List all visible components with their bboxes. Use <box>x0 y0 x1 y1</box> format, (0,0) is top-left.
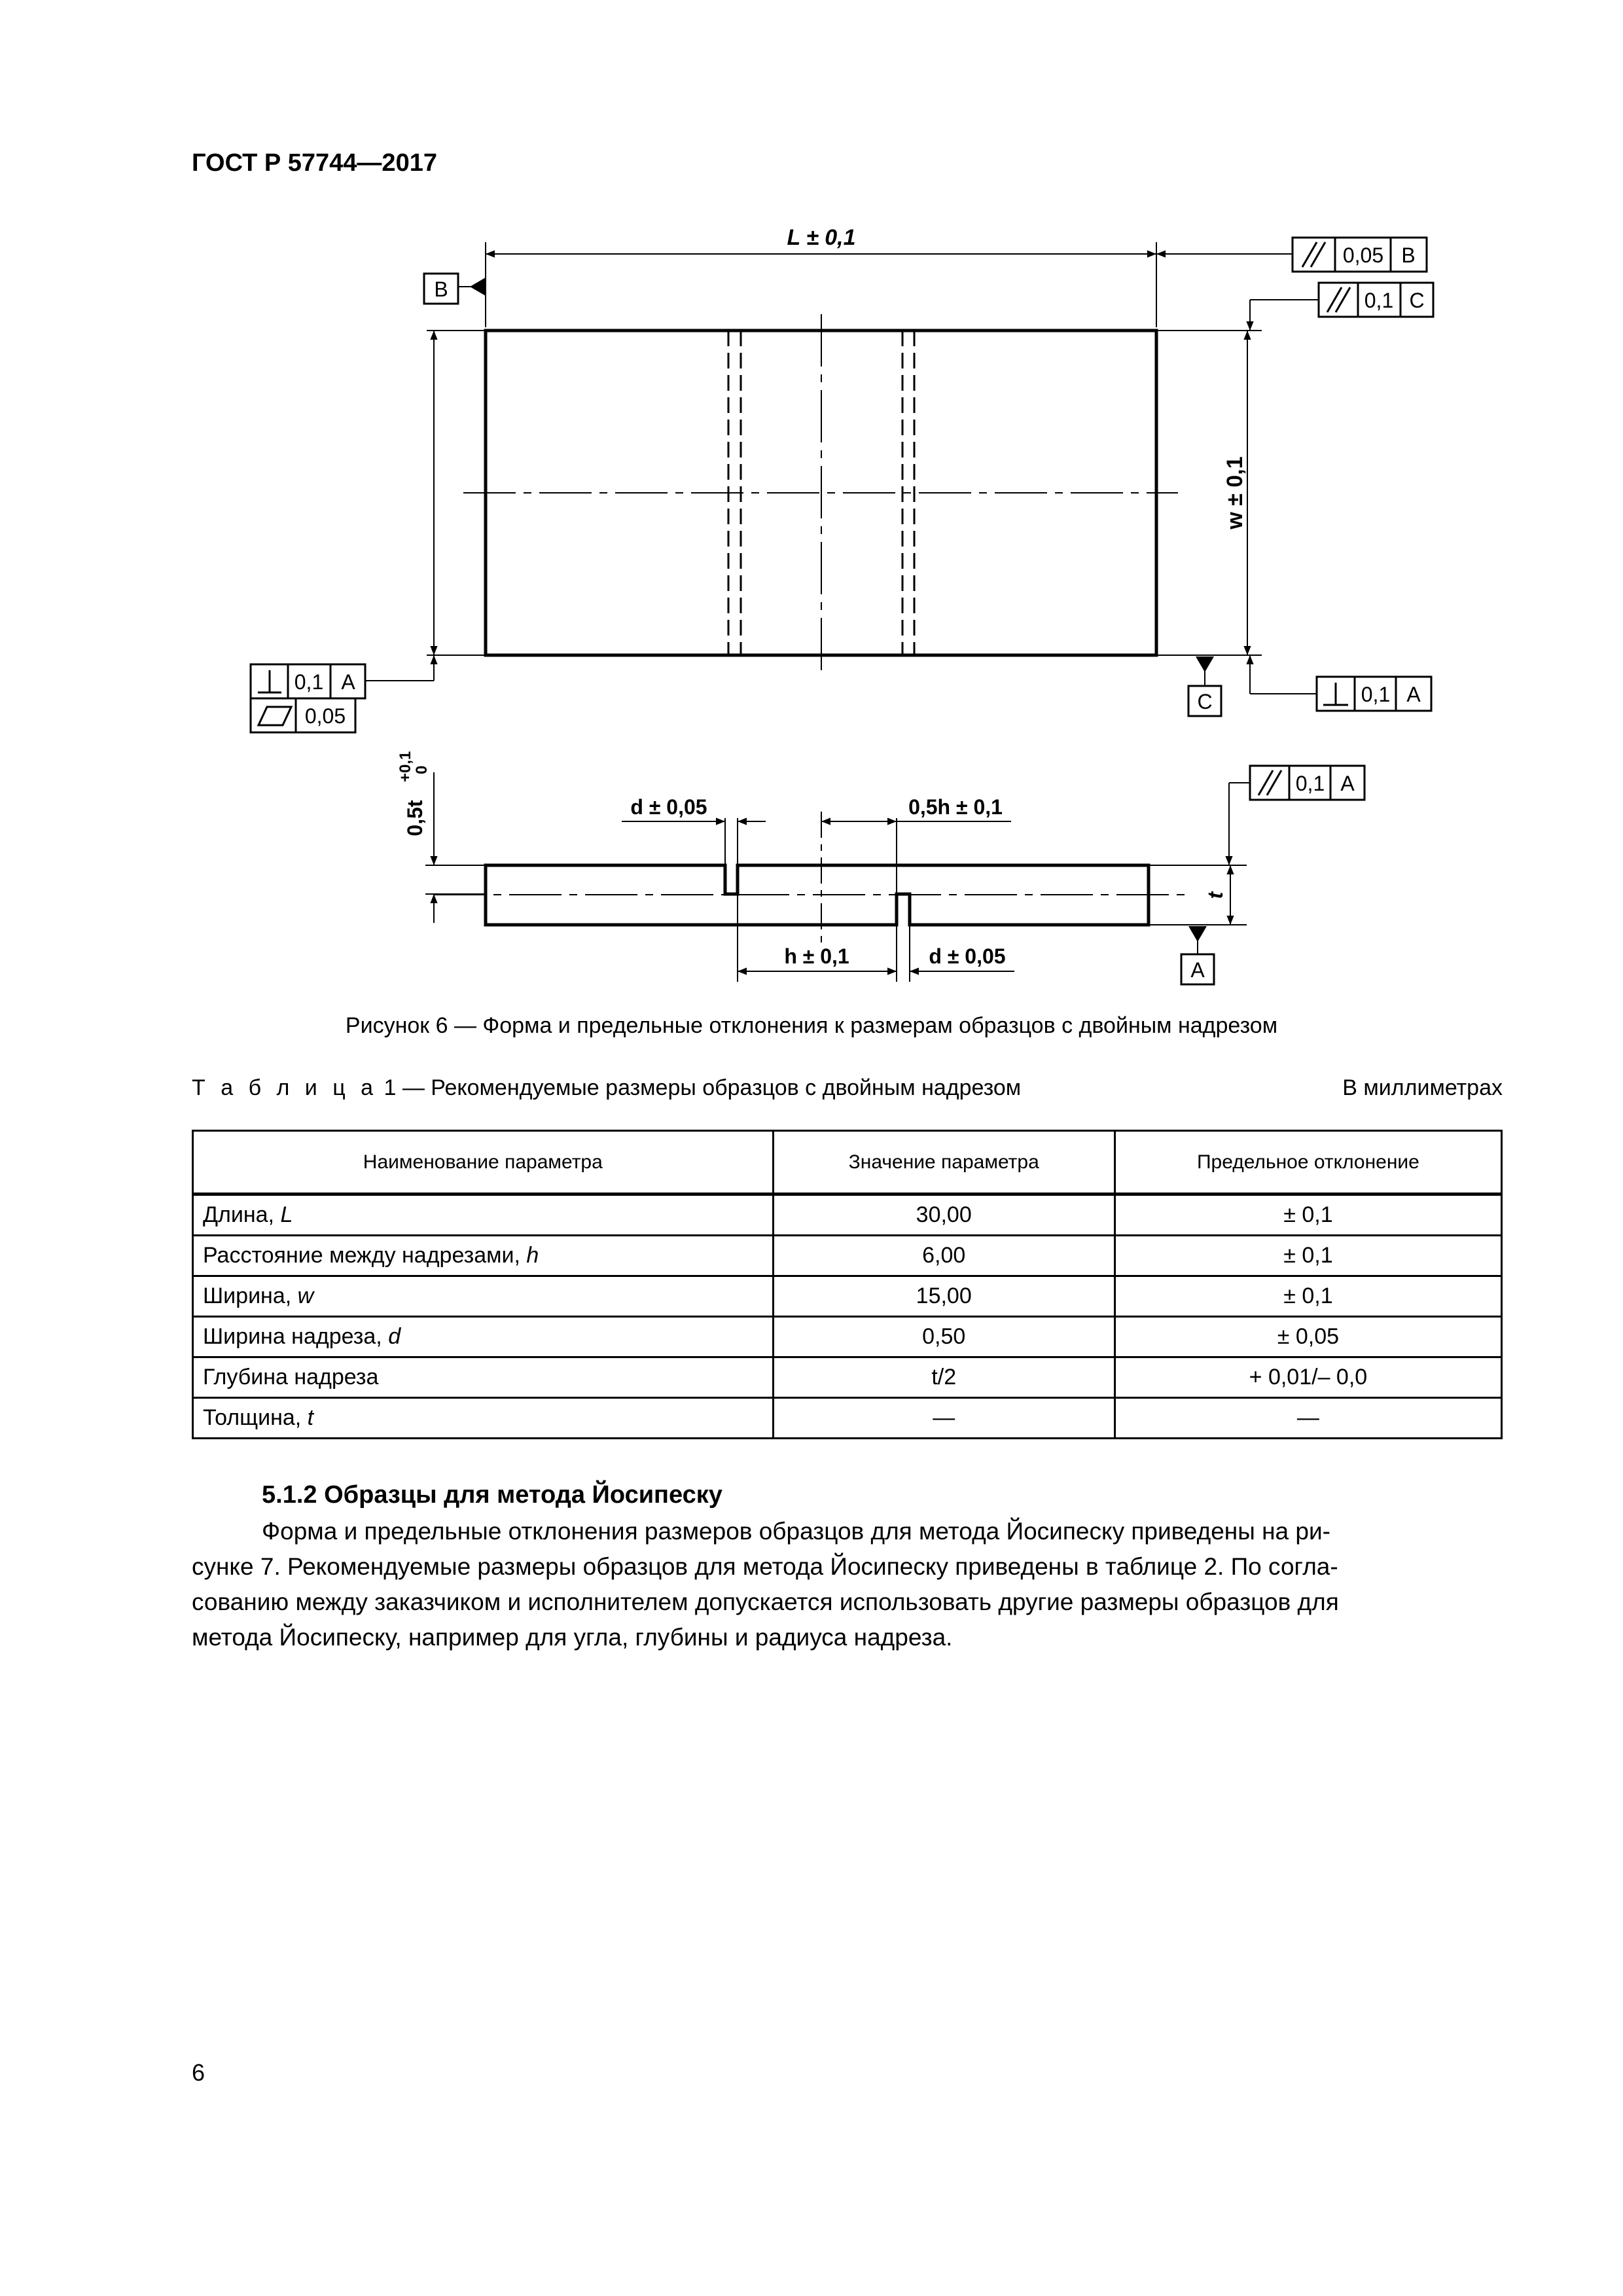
table-row <box>193 1236 1502 1276</box>
thickness-label: t <box>1204 891 1227 899</box>
param-value: t/2 <box>773 1357 1115 1398</box>
fcf-parallel-top <box>1293 238 1427 272</box>
fcf-parallel-side <box>1250 766 1364 800</box>
paragraph-line: метода Йосипеску, например для угла, глубины и радиуса надреза. <box>192 1624 953 1651</box>
svg-text:0,1: 0,1 <box>294 670 324 694</box>
param-value: 6,00 <box>773 1236 1115 1276</box>
table-header-row <box>193 1131 1502 1194</box>
param-name: Длина, L <box>193 1194 774 1236</box>
param-value: 0,50 <box>773 1317 1115 1357</box>
notch-width-bottom-label: d ± 0,05 <box>929 944 1006 968</box>
parameters-table <box>192 1130 1503 1439</box>
svg-text:A: A <box>1340 772 1355 795</box>
length-label: L ± 0,1 <box>787 225 856 250</box>
paragraph-line: Форма и предельные отклонения размеров образцов для метода Йосипеску приведены на ри- <box>262 1518 1330 1545</box>
param-value: — <box>773 1398 1115 1439</box>
param-name: Толщина, t <box>193 1398 774 1439</box>
svg-text:0,1: 0,1 <box>1361 683 1391 706</box>
datum-c-box <box>1188 686 1221 716</box>
svg-text:C: C <box>1197 690 1213 713</box>
svg-text:B: B <box>434 278 448 301</box>
svg-text:C: C <box>1409 289 1425 312</box>
half-h-label: 0,5h ± 0,1 <box>908 795 1003 819</box>
param-name: Глубина надреза <box>193 1357 774 1398</box>
specimen-drawing <box>0 0 1623 1008</box>
svg-text:+0,1: +0,1 <box>397 751 414 782</box>
param-name: Расстояние между надрезами, h <box>193 1236 774 1276</box>
param-tolerance: — <box>1115 1398 1501 1439</box>
col-header-name: Наименование параметра <box>193 1131 774 1194</box>
fcf-flatness-left <box>251 698 355 732</box>
param-tolerance: ± 0,1 <box>1115 1276 1501 1317</box>
fcf-perpendicularity-left <box>251 664 365 698</box>
width-label: w ± 0,1 <box>1222 456 1247 529</box>
fcf-parallel-right <box>1319 283 1433 317</box>
section-heading: 5.1.2 Образцы для метода Йосипеску <box>262 1481 722 1509</box>
param-value: 15,00 <box>773 1276 1115 1317</box>
section-paragraph <box>192 1514 1503 1655</box>
notch-width-top-label: d ± 0,05 <box>630 795 707 819</box>
paragraph-line: сунке 7. Рекомендуемые размеры образцов для метода Йосипеску приведены в таблице 2. По согла- <box>192 1553 1338 1580</box>
svg-text:0,5t: 0,5t <box>403 800 427 836</box>
param-tolerance: ± 0,1 <box>1115 1236 1501 1276</box>
document-header: ГОСТ Р 57744—2017 <box>192 149 437 177</box>
datum-b-box <box>424 274 458 304</box>
svg-text:0,1: 0,1 <box>1295 772 1325 795</box>
top-view <box>365 242 1319 694</box>
table-row <box>193 1194 1502 1236</box>
param-tolerance: ± 0,1 <box>1115 1194 1501 1236</box>
page-number: 6 <box>192 2059 205 2086</box>
paragraph-line: сованию между заказчиком и исполнителем допускается использовать другие размеры образцов для <box>192 1588 1339 1615</box>
figure-caption: Рисунок 6 — Форма и предельные отклонения к размерам образцов с двойным надрезом <box>345 1013 1278 1038</box>
svg-text:0,05: 0,05 <box>1342 243 1384 267</box>
svg-text:A: A <box>341 670 355 694</box>
svg-text:A: A <box>1190 958 1205 982</box>
svg-text:0,05: 0,05 <box>304 704 346 728</box>
param-name: Ширина надреза, d <box>193 1317 774 1357</box>
table-row <box>193 1357 1502 1398</box>
fcf-perpendicularity-right <box>1317 677 1431 711</box>
param-tolerance: ± 0,05 <box>1115 1317 1501 1357</box>
notch-depth-label <box>397 751 431 836</box>
param-name: Ширина, w <box>193 1276 774 1317</box>
param-tolerance: + 0,01/– 0,0 <box>1115 1357 1501 1398</box>
svg-text:0,1: 0,1 <box>1364 289 1394 312</box>
table-units: В миллиметрах <box>1342 1075 1503 1100</box>
table-row <box>193 1276 1502 1317</box>
svg-text:A: A <box>1406 683 1421 706</box>
datum-a-box <box>1181 954 1214 984</box>
param-value: 30,00 <box>773 1194 1115 1236</box>
table-row <box>193 1398 1502 1439</box>
col-header-value: Значение параметра <box>773 1131 1115 1194</box>
table-row <box>193 1317 1502 1357</box>
svg-text:0: 0 <box>413 765 431 774</box>
svg-text:B: B <box>1401 243 1416 267</box>
table-title: Т а б л и ц а 1 — Рекомендуемые размеры образцов с двойным надрезом <box>192 1075 1022 1100</box>
col-header-tolerance: Предельное отклонение <box>1115 1131 1501 1194</box>
h-label: h ± 0,1 <box>784 944 849 968</box>
